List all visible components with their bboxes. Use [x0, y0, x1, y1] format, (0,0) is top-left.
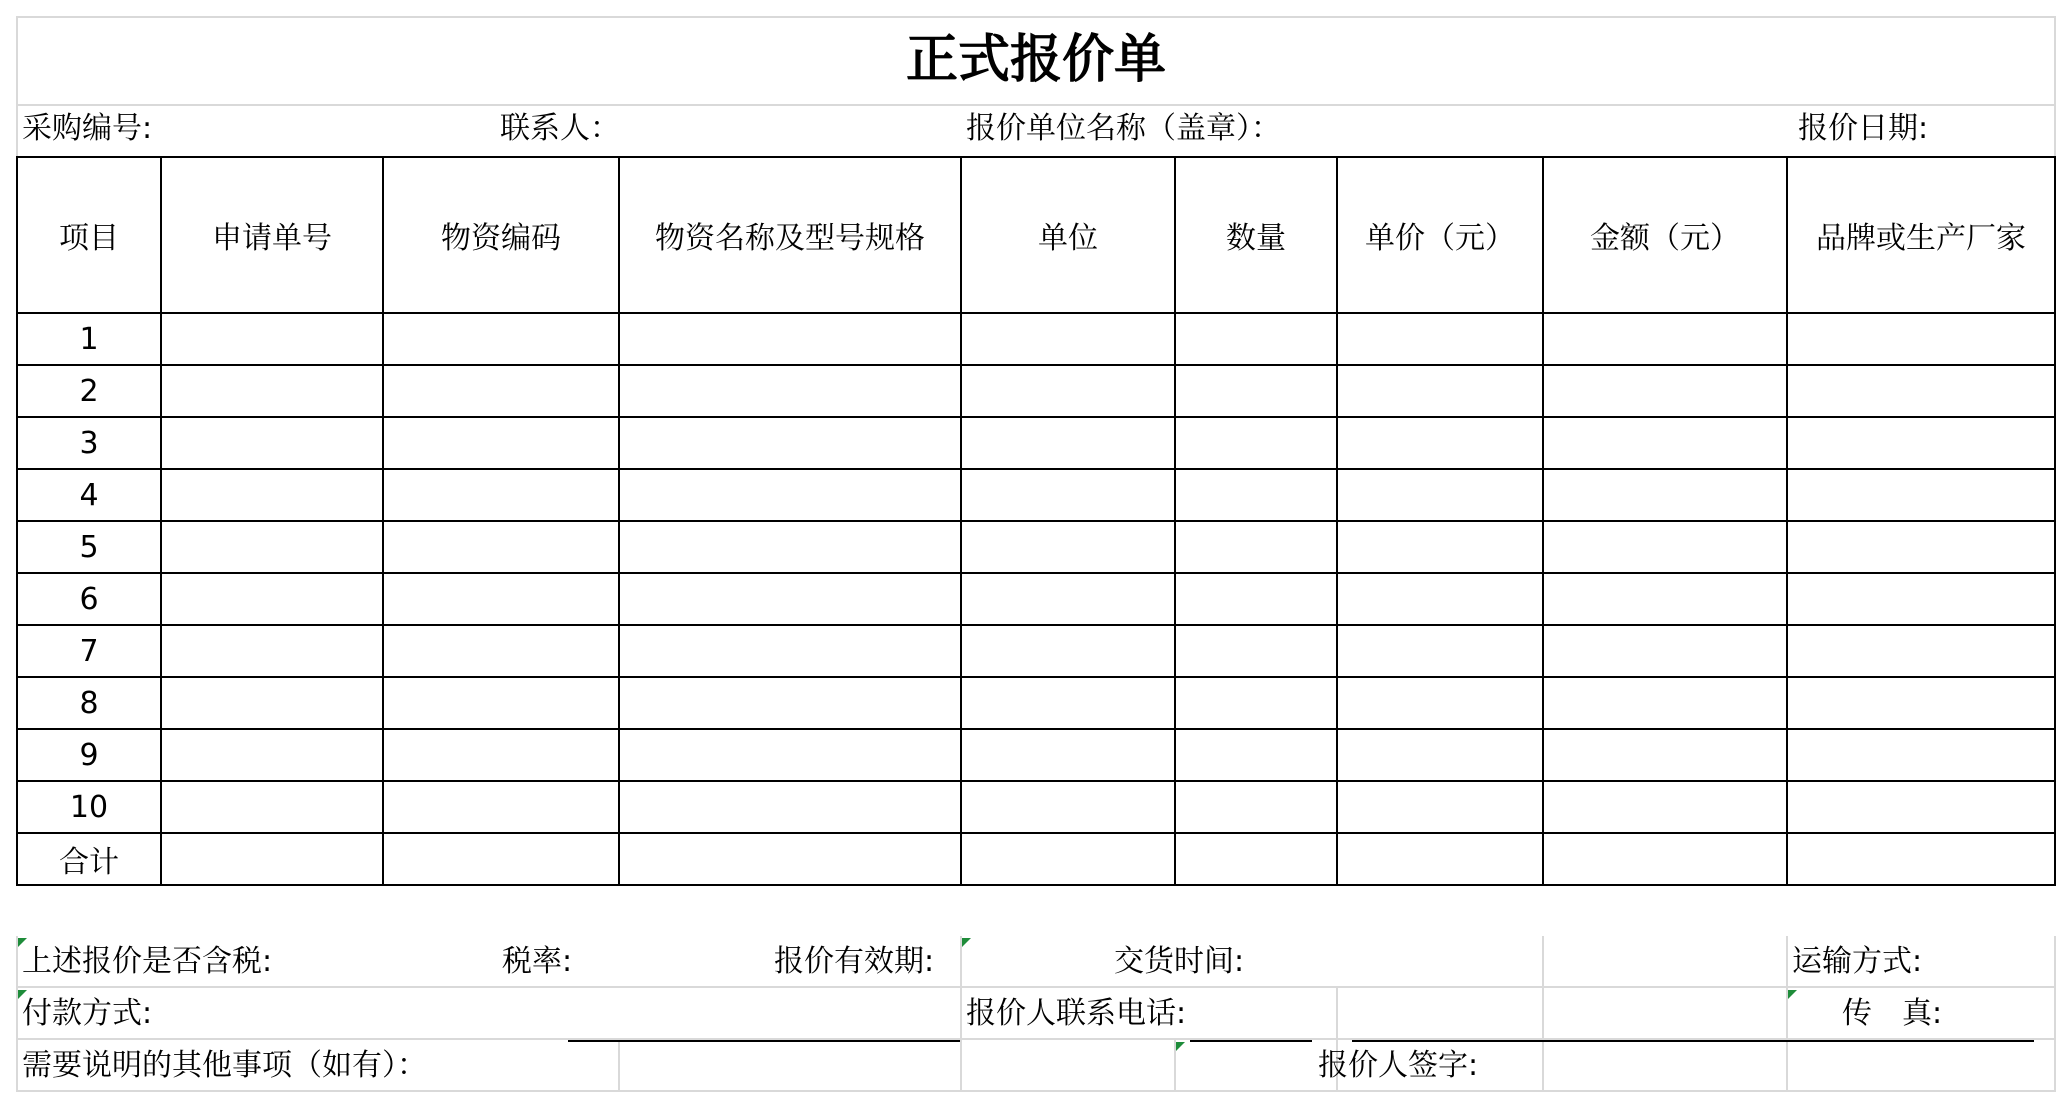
- delivery-time-label: 交货时间:: [1114, 944, 1245, 979]
- cell-amount[interactable]: [1543, 677, 1787, 729]
- comment-indicator[interactable]: [1788, 990, 1797, 999]
- cell-quantity[interactable]: [1175, 625, 1337, 677]
- cell-unit[interactable]: [961, 365, 1175, 417]
- cell-material-name-spec[interactable]: [619, 677, 961, 729]
- table-row: [17, 521, 2055, 573]
- cell-brand-manufacturer[interactable]: [1787, 417, 2055, 469]
- cell-amount[interactable]: [1543, 729, 1787, 781]
- cell-unit-price[interactable]: [1337, 313, 1543, 365]
- cell-item: 6: [17, 573, 161, 625]
- quote-date-label: 报价日期:: [1798, 111, 1929, 146]
- cell-quantity[interactable]: [1175, 781, 1337, 833]
- table-row: [17, 417, 2055, 469]
- cell-unit-price[interactable]: [1337, 625, 1543, 677]
- cell-unit-price[interactable]: [1337, 521, 1543, 573]
- cell-brand-manufacturer[interactable]: [1787, 729, 2055, 781]
- table-row: [17, 469, 2055, 521]
- table-header-row: [17, 157, 2055, 313]
- transport-label: 运输方式:: [1792, 944, 1923, 979]
- cell-material-code[interactable]: [383, 573, 619, 625]
- cell-quantity[interactable]: [1175, 833, 1337, 885]
- cell-amount[interactable]: [1543, 573, 1787, 625]
- cell-material-code[interactable]: [383, 625, 619, 677]
- cell-unit[interactable]: [961, 833, 1175, 885]
- grid-line: [618, 1040, 620, 1092]
- purchase-no-label: 采购编号:: [22, 111, 153, 146]
- grid-line: [16, 104, 2056, 106]
- cell-amount[interactable]: [1543, 833, 1787, 885]
- cell-amount[interactable]: [1543, 469, 1787, 521]
- cell-unit[interactable]: [961, 781, 1175, 833]
- cell-material-name-spec[interactable]: [619, 313, 961, 365]
- cell-brand-manufacturer[interactable]: [1787, 469, 2055, 521]
- cell-quantity[interactable]: [1175, 469, 1337, 521]
- cell-request-no[interactable]: [161, 729, 383, 781]
- comment-indicator[interactable]: [1176, 1042, 1185, 1051]
- cell-unit[interactable]: [961, 469, 1175, 521]
- cell-quantity[interactable]: [1175, 573, 1337, 625]
- cell-material-code[interactable]: [383, 677, 619, 729]
- cell-unit-price[interactable]: [1337, 781, 1543, 833]
- cell-amount[interactable]: [1543, 313, 1787, 365]
- cell-brand-manufacturer[interactable]: [1787, 781, 2055, 833]
- cell-quantity[interactable]: [1175, 365, 1337, 417]
- page-title: 正式报价单: [905, 30, 1166, 90]
- cell-brand-manufacturer[interactable]: [1787, 573, 2055, 625]
- cell-amount[interactable]: [1543, 417, 1787, 469]
- cell-amount[interactable]: [1543, 365, 1787, 417]
- cell-material-name-spec[interactable]: [619, 833, 961, 885]
- cell-material-code[interactable]: [383, 469, 619, 521]
- cell-unit-price[interactable]: [1337, 729, 1543, 781]
- cell-unit-price[interactable]: [1337, 365, 1543, 417]
- table-row: [17, 313, 2055, 365]
- items-table: [16, 156, 2056, 886]
- cell-item: 9: [17, 729, 161, 781]
- cell-material-name-spec[interactable]: [619, 365, 961, 417]
- cell-item: 8: [17, 677, 161, 729]
- cell-quantity[interactable]: [1175, 417, 1337, 469]
- cell-unit-price[interactable]: [1337, 417, 1543, 469]
- cell-request-no[interactable]: [161, 781, 383, 833]
- cell-item: 3: [17, 417, 161, 469]
- cell-request-no[interactable]: [161, 677, 383, 729]
- header-request-no: 申请单号: [161, 157, 383, 313]
- cell-unit[interactable]: [961, 677, 1175, 729]
- signature-label: 报价人签字:: [1318, 1048, 1479, 1083]
- cell-material-name-spec[interactable]: [619, 573, 961, 625]
- table-row: [17, 573, 2055, 625]
- table-row: [17, 365, 2055, 417]
- cell-brand-manufacturer[interactable]: [1787, 365, 2055, 417]
- table-row: [17, 625, 2055, 677]
- payment-underline: [568, 1040, 960, 1042]
- cell-request-no[interactable]: [161, 625, 383, 677]
- phone-fax-underline: [1352, 1040, 2034, 1042]
- cell-material-name-spec[interactable]: [619, 625, 961, 677]
- cell-request-no[interactable]: [161, 365, 383, 417]
- cell-material-name-spec[interactable]: [619, 729, 961, 781]
- comment-indicator[interactable]: [962, 938, 971, 947]
- header-material-name-spec: 物资名称及型号规格: [619, 157, 961, 313]
- cell-item: 5: [17, 521, 161, 573]
- grid-line: [16, 936, 18, 1092]
- cell-unit[interactable]: [961, 313, 1175, 365]
- header-item: 项目: [17, 157, 161, 313]
- cell-material-code[interactable]: [383, 417, 619, 469]
- quoter-name-label: 报价单位名称（盖章）：: [966, 111, 1281, 146]
- grid-line: [16, 986, 2056, 988]
- cell-quantity[interactable]: [1175, 729, 1337, 781]
- contact-label: 联系人：: [500, 111, 620, 146]
- cell-quantity[interactable]: [1175, 521, 1337, 573]
- cell-unit[interactable]: [961, 729, 1175, 781]
- cell-quantity[interactable]: [1175, 677, 1337, 729]
- cell-material-name-spec[interactable]: [619, 521, 961, 573]
- notes-label: 需要说明的其他事项（如有）：: [22, 1048, 427, 1083]
- header-brand-manufacturer: 品牌或生产厂家: [1787, 157, 2055, 313]
- fax-label: 传 真:: [1842, 996, 1943, 1031]
- header-unit-price: 单价（元）: [1337, 157, 1543, 313]
- grid-line: [960, 936, 962, 1092]
- cell-request-no[interactable]: [161, 833, 383, 885]
- cell-item: 2: [17, 365, 161, 417]
- cell-item: 4: [17, 469, 161, 521]
- tax-included-label: 上述报价是否含税:: [22, 944, 273, 979]
- header-amount: 金额（元）: [1543, 157, 1787, 313]
- table-total-row: [17, 833, 2055, 885]
- cell-material-code[interactable]: [383, 521, 619, 573]
- cell-material-code[interactable]: [383, 781, 619, 833]
- table-row: [17, 677, 2055, 729]
- table-row: [17, 781, 2055, 833]
- cell-material-code[interactable]: [383, 365, 619, 417]
- cell-unit[interactable]: [961, 521, 1175, 573]
- cell-item: 7: [17, 625, 161, 677]
- validity-label: 报价有效期:: [774, 944, 935, 979]
- cell-request-no[interactable]: [161, 417, 383, 469]
- table-row: [17, 729, 2055, 781]
- cell-item: 合计: [17, 833, 161, 885]
- grid-line: [16, 1090, 2056, 1092]
- cell-material-name-spec[interactable]: [619, 417, 961, 469]
- cell-brand-manufacturer[interactable]: [1787, 625, 2055, 677]
- cell-unit-price[interactable]: [1337, 469, 1543, 521]
- cell-brand-manufacturer[interactable]: [1787, 313, 2055, 365]
- cell-quantity[interactable]: [1175, 313, 1337, 365]
- cell-brand-manufacturer[interactable]: [1787, 833, 2055, 885]
- cell-amount[interactable]: [1543, 781, 1787, 833]
- grid-line: [1542, 936, 1544, 1092]
- grid-line: [1786, 936, 1788, 1092]
- cell-amount[interactable]: [1543, 625, 1787, 677]
- cell-request-no[interactable]: [161, 469, 383, 521]
- cell-unit-price[interactable]: [1337, 677, 1543, 729]
- cell-amount[interactable]: [1543, 521, 1787, 573]
- payment-label: 付款方式:: [22, 996, 153, 1031]
- phone-label: 报价人联系电话:: [966, 996, 1187, 1031]
- cell-material-name-spec[interactable]: [619, 781, 961, 833]
- cell-brand-manufacturer[interactable]: [1787, 521, 2055, 573]
- cell-material-code[interactable]: [383, 313, 619, 365]
- grid-line: [2054, 936, 2056, 1092]
- tax-rate-label: 税率:: [502, 944, 573, 979]
- cell-item: 10: [17, 781, 161, 833]
- cell-material-name-spec[interactable]: [619, 469, 961, 521]
- cell-item: 1: [17, 313, 161, 365]
- header-material-code: 物资编码: [383, 157, 619, 313]
- cell-material-code[interactable]: [383, 833, 619, 885]
- cell-unit[interactable]: [961, 573, 1175, 625]
- cell-brand-manufacturer[interactable]: [1787, 677, 2055, 729]
- cell-unit[interactable]: [961, 625, 1175, 677]
- cell-unit[interactable]: [961, 417, 1175, 469]
- cell-request-no[interactable]: [161, 313, 383, 365]
- cell-request-no[interactable]: [161, 573, 383, 625]
- header-unit: 单位: [961, 157, 1175, 313]
- phone-underline: [1190, 1040, 1312, 1042]
- header-quantity: 数量: [1175, 157, 1337, 313]
- cell-unit-price[interactable]: [1337, 573, 1543, 625]
- cell-material-code[interactable]: [383, 729, 619, 781]
- cell-unit-price[interactable]: [1337, 833, 1543, 885]
- cell-request-no[interactable]: [161, 521, 383, 573]
